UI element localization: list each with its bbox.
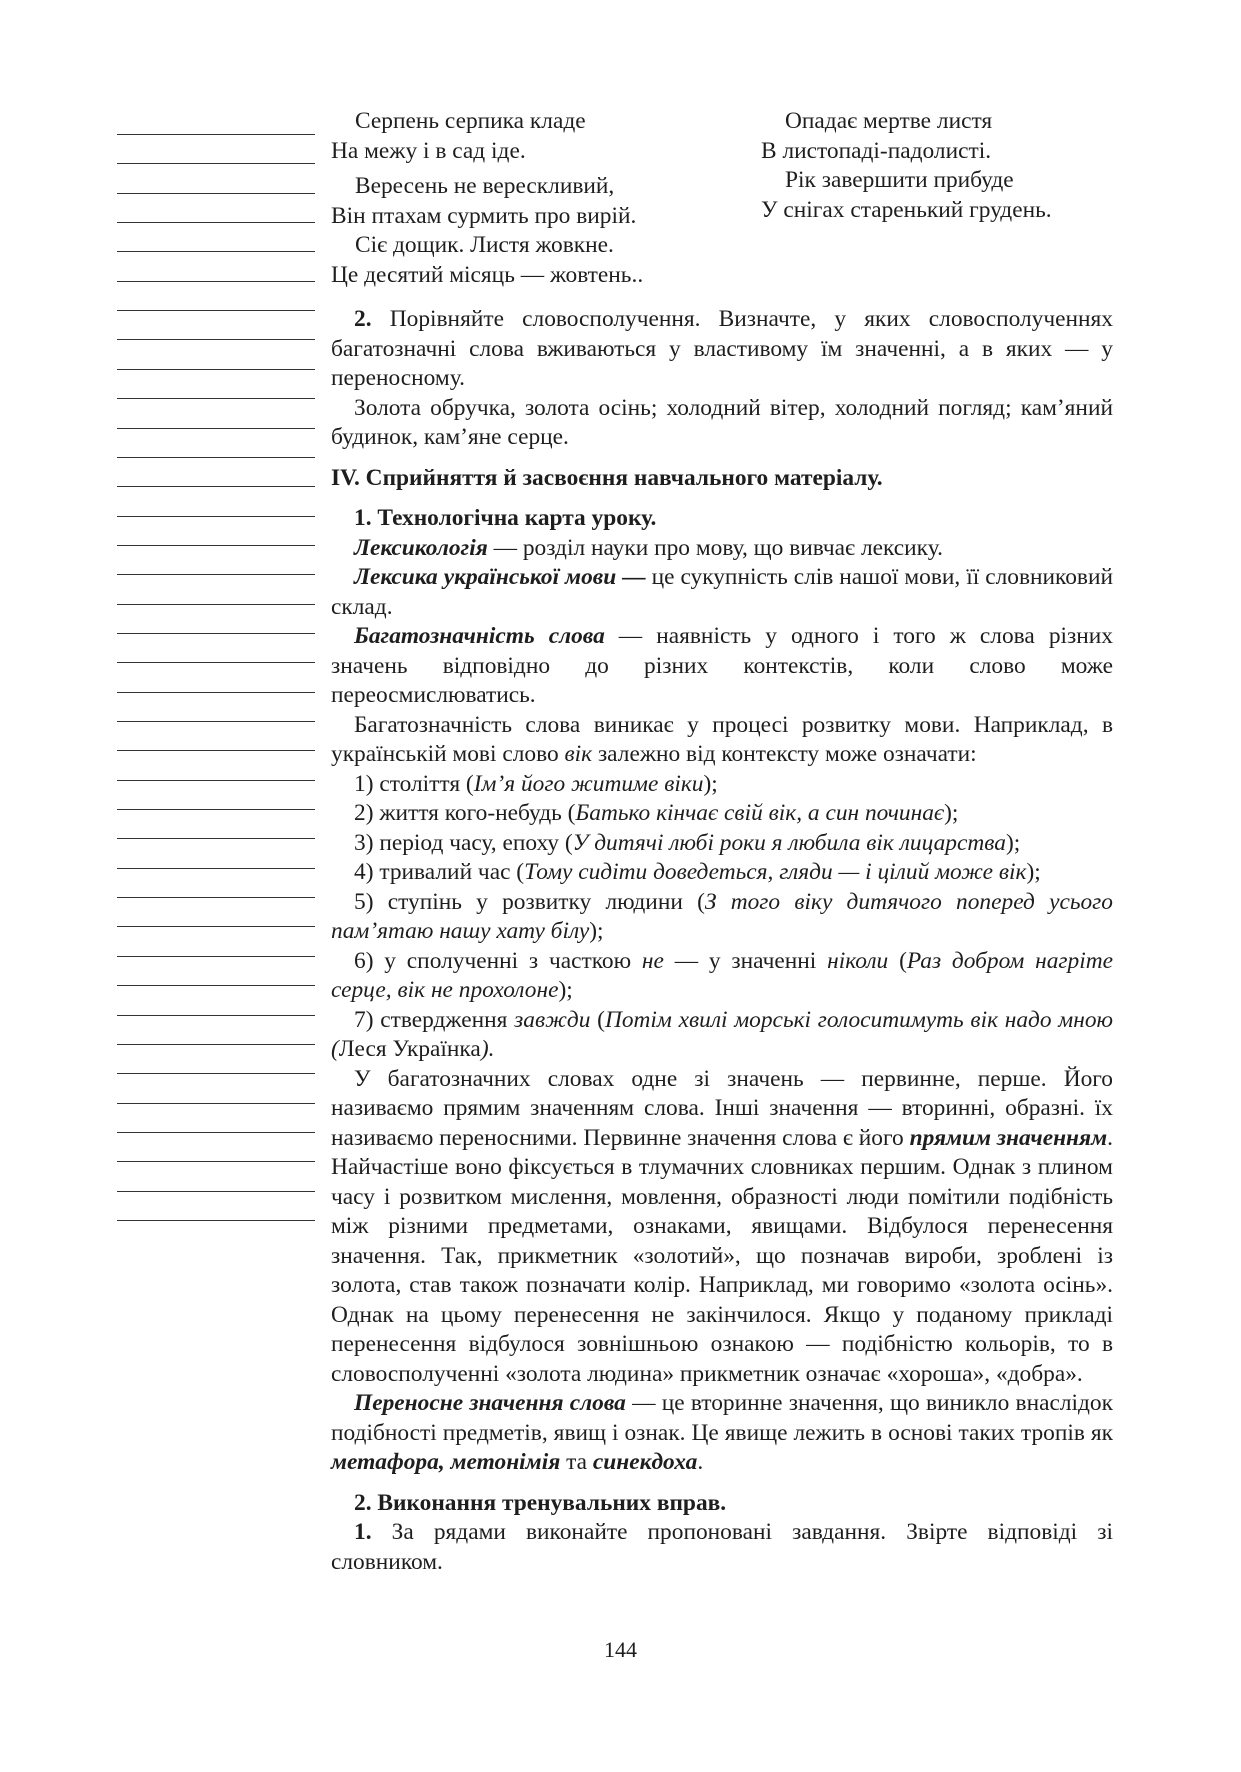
meaning-item: 4) тривалий час (Тому сидіти доведеться, гляди — і цілий може вік); [354,859,1041,885]
meaning-item: 2) життя кого-небудь (Батько кінчає свій вік, а син починає); [354,800,959,826]
meaning-item: 7) ствердження завжди (Потім хвилі морські голоситимуть вік надо мною (Леся Українка). [331,1006,1114,1062]
definition-lexicology [331,534,1113,564]
definition-polysemy [331,622,1113,711]
margin-line [117,251,315,252]
poem-line: В листопаді-падолисті. [761,137,992,164]
margin-line [117,457,315,458]
meaning-item: 3) період часу, епоху (У дитячі любі роки я любила вік лицарства); [354,829,1021,856]
meaning-item: 6) у сполученні з часткою не — у значенні ніколи (Раз добром нагріте серце, вік не прохолоне); [331,947,1114,1003]
term: Переносне значення слова [354,1390,626,1416]
margin-line [117,956,315,957]
margin-line [117,721,315,722]
subsection-heading: 1. Технологічна карта уроку. [354,505,657,531]
exercise-2-task [331,305,1113,394]
margin-line [117,545,315,546]
margin-line [117,692,315,693]
term: Лексикологія [354,534,488,561]
margin-line [117,1220,315,1221]
term: Багатозначність слова [354,623,605,649]
training-task: 1. За рядами виконайте пропоновані завдання. Звірте відповіді зі словником. [331,1519,1113,1575]
margin-line [117,398,315,399]
poem-line: Він птахам сурмить про вирій. [331,202,637,229]
margin-line [117,486,315,487]
margin-line [117,633,315,634]
margin-line [117,574,315,575]
poem-line: На межу і в сад іде. [331,137,526,164]
margin-line [117,369,315,370]
poem-line: У снігах старенький грудень. [761,196,1052,223]
exercise-number: 2. [354,306,372,332]
meaning-item: 5) ступінь у розвитку людини (З того віку дитячого поперед усього пам’ятаю нашу хату білу); [331,888,1113,944]
margin-line [117,809,315,810]
margin-line [117,193,315,194]
margin-line [117,1015,315,1016]
margin-line [117,897,315,898]
margin-line [117,1191,315,1192]
poem-block [331,107,1113,299]
margin-line [117,604,315,605]
definition-lexika [331,563,1113,622]
margin-line [117,1073,315,1074]
margin-line [117,1161,315,1162]
margin-line [117,985,315,986]
margin-line [117,339,315,340]
poem-line: Це десятий місяць — жовтень.. [331,261,644,288]
section-heading: IV. Сприйняття й засвоєння навчального матеріалу. [331,464,883,491]
poem-line: Серпень серпика кладе [355,108,586,134]
definition-text: це сукупність слів нашої мови, її словниковий склад. [331,564,1113,620]
poem-line: Рік завершити прибуде [785,167,1014,193]
margin-note-lines [117,0,315,1772]
margin-line [117,222,315,223]
poem-line: Сіє дощик. Листя жовкне. [355,232,614,258]
polysemy-intro: Багатозначність слова виникає у процесі розвитку мови. Наприклад, в українській мові слово вік залежно від контексту може означати: [331,711,1113,767]
poem-left-column [331,107,691,290]
margin-line [117,926,315,927]
poem-right-column [761,107,1121,225]
margin-line [117,780,315,781]
margin-line [117,281,315,282]
margin-line [117,134,315,135]
poem-line: Вересень не верескливий, [355,173,615,199]
page-number: 144 [604,1637,637,1662]
margin-line [117,838,315,839]
margin-line [117,750,315,751]
subsection-heading: 2. Виконання тренувальних вправ. [354,1489,727,1516]
margin-line [117,516,315,517]
page-content [331,107,1113,1577]
term: прямим значенням [909,1124,1108,1151]
margin-line [117,868,315,869]
term: Лексика української мови — [354,564,646,590]
meaning-item: 1) століття (Ім’я його житиме віки); [354,770,718,797]
exercise-2-examples: Золота обручка, золота осінь; холодний вітер, холодний погляд; кам’яний будинок, кам’яне серце. [331,394,1113,450]
figurative-meaning-paragraph: Переносне значення слова — це вторинне значення, що виникло внаслідок подібності предметів, явищ і ознак. Це явище лежить в основі таких тропів як метафора, метонімія та синекдоха. [331,1390,1113,1475]
definition-text: — наявність у одного і того ж слова різних значень відповідно до різних контекстів, коли слово може переосмислюватись. [331,623,1113,708]
margin-line [117,310,315,311]
poem-line: Опадає мертве листя [785,108,993,134]
margin-line [117,1103,315,1104]
margin-line [117,1044,315,1045]
margin-line [117,428,315,429]
direct-meaning-paragraph: У багатозначних словах одне зі значень — первинне, перше. Його називаємо прямим значенням слова. Інші значення — вторинні, образні. їх називаємо переносними. Первинне значення слова є його прямим значенням. Найчастіше воно фіксується в тлумачних словниках першим. Однак з плином часу і розвитком мислення, мовлення, образності люди помітили подібність між різними предметами, ознаками, явищами. Відбулося перенесення значення. Так, прикметник «золотий», що позначав вироби, зроблені із золота, став також позначати колір. Наприклад, ми говоримо «золота осінь». Однак на цьому перенесення не закінчилося. Якщо у поданому прикладі перенесення відбулося зовнішньою ознакою — подібністю кольорів, то в словосполученні «золота людина» прикметник означає «хороша», «добра». [331,1065,1113,1387]
margin-line [117,163,315,164]
margin-line [117,662,315,663]
margin-line [117,1132,315,1133]
exercise-text: Порівняйте словосполучення. Визначте, у яких словосполученнях багатозначні слова вживаються у властивому їм значенні, а в яких — у переносному. [331,306,1113,391]
definition-text: — розділ науки про мову, що вивчає лексику. [487,534,943,561]
